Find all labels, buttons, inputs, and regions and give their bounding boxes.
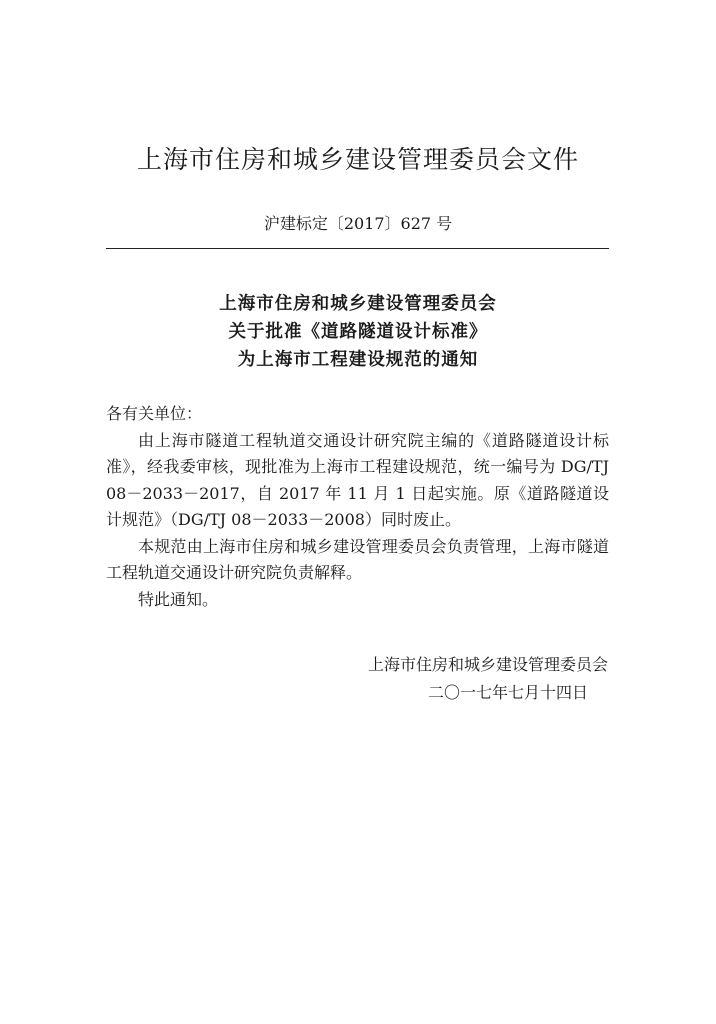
issuer-name: 上海市住房和城乡建设管理委员会 bbox=[367, 655, 608, 674]
signature-block bbox=[368, 651, 608, 707]
document-header-title: 上海市住房和城乡建设管理委员会文件 bbox=[136, 145, 579, 174]
body-paragraph-approval: 由上海市隧道工程轨道交通设计研究院主编的《道路隧道设计标准》，经我委审核，现批准为上海市工程建设规范，统一编号为 DG/TJ 08－2033－2017，自 2017 年 11 月 1 日起实施。原《道路隧道设计规范》（DG/TJ 08－2033－2008）同时废止。 bbox=[106, 430, 609, 529]
notice-title-line-1: 上海市住房和城乡建设管理委员会 bbox=[219, 294, 497, 314]
notice-title-line-3: 为上海市工程建设规范的通知 bbox=[237, 350, 479, 370]
issue-date: 二〇一七年七月十四日 bbox=[427, 683, 588, 702]
document-number: 沪建标定〔2017〕627 号 bbox=[263, 214, 453, 233]
notice-title-line-2: 关于批准《道路隧道设计标准》 bbox=[228, 322, 488, 342]
notice-title bbox=[0, 290, 716, 374]
body-paragraph-management: 本规范由上海市住房和城乡建设管理委员会负责管理，上海市隧道工程轨道交通设计研究院负责解释。 bbox=[106, 536, 609, 582]
salutation: 各有关单位： bbox=[106, 404, 203, 423]
header-divider bbox=[106, 248, 609, 249]
body-paragraph-closing: 特此通知。 bbox=[138, 589, 219, 609]
notice-body bbox=[106, 401, 609, 613]
